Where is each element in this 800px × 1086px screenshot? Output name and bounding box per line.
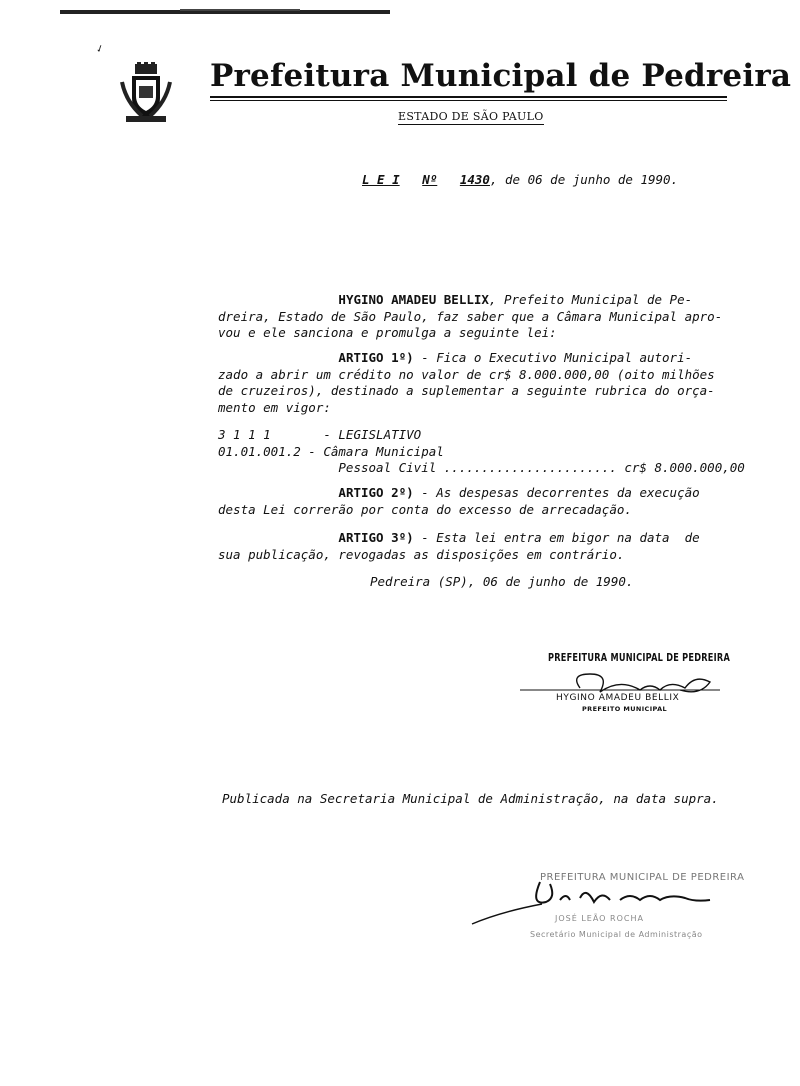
law-number-label: Nº [422,172,438,187]
mayor-name: HYGINO AMADEU BELLIX [338,292,489,307]
title-rule [210,96,727,98]
title-rule-thin [210,100,727,101]
article-1-line-3: de cruzeiros), destinado a suplementar a seguinte rubrica do orça- [218,383,715,398]
publication-note: Publicada na Secretaria Municipal de Administração, na data supra. [222,791,719,806]
article-1-line-1: - Fica o Executivo Municipal autori- [413,350,693,365]
page-title: Prefeitura Municipal de Pedreira [210,58,792,94]
signature-1-role: PREFEITO MUNICIPAL [582,705,668,713]
budget-lines [218,427,745,477]
article-3 [218,530,700,563]
law-number: 1430 [459,172,490,187]
law-label: L E I [362,172,400,187]
signature-2-header: PREFEITURA MUNICIPAL DE PEDREIRA [540,872,745,883]
signature-2-line-2: Secretário Municipal de Administração [530,930,703,939]
signature-2-line-1: JOSÉ LEÃO ROCHA [555,914,644,923]
law-date: , de 06 de junho de 1990. [489,172,679,187]
article-2-line-2: desta Lei correrão por conta do excesso de arrecadação. [218,501,632,517]
article-2 [218,485,700,518]
budget-line-1: 3 1 1 1 - LEGISLATIVO [218,427,422,442]
intro-line-2: dreira, Estado de São Paulo, faz saber que a Câmara Municipal apro- [218,308,723,324]
article-2-line-1: - As despesas decorrentes da execução [413,485,700,500]
top-scan-line-secondary [180,9,300,11]
article-1 [218,350,715,416]
article-1-line-4: mento em vigor: [218,399,331,415]
signature-1-name: HYGINO AMADEU BELLIX [556,693,680,703]
intro-line-3: vou e ele sanciona e promulga a seguinte lei: [218,325,557,340]
intro-paragraph [218,292,722,342]
budget-line-2: 01.01.001.2 - Câmara Municipal [218,443,444,459]
budget-line-3: Pessoal Civil ....................... cr$ 8.000.000,00 [218,460,745,475]
law-heading [362,172,678,187]
state-subtitle: ESTADO DE SÃO PAULO [398,110,544,123]
article-3-label: ARTIGO 3º) [338,530,414,545]
place-date: Pedreira (SP), 06 de junho de 1990. [370,574,634,589]
intro-line-1: , Prefeito Municipal de Pe- [488,292,693,307]
article-1-line-2: zado a abrir um crédito no valor de cr$ 8.000.000,00 (oito milhões [218,366,715,382]
coat-of-arms-icon [120,62,172,124]
article-1-label: ARTIGO 1º) [338,350,414,365]
article-3-line-1: - Esta lei entra em bigor na data de [413,530,700,545]
signature-1-header: PREFEITURA MUNICIPAL DE PEDREIRA [548,652,731,664]
scan-mark: ✓ [94,42,107,57]
article-3-line-2: sua publicação, revogadas as disposições em contrário. [218,546,625,562]
article-2-label: ARTIGO 2º) [338,485,414,500]
